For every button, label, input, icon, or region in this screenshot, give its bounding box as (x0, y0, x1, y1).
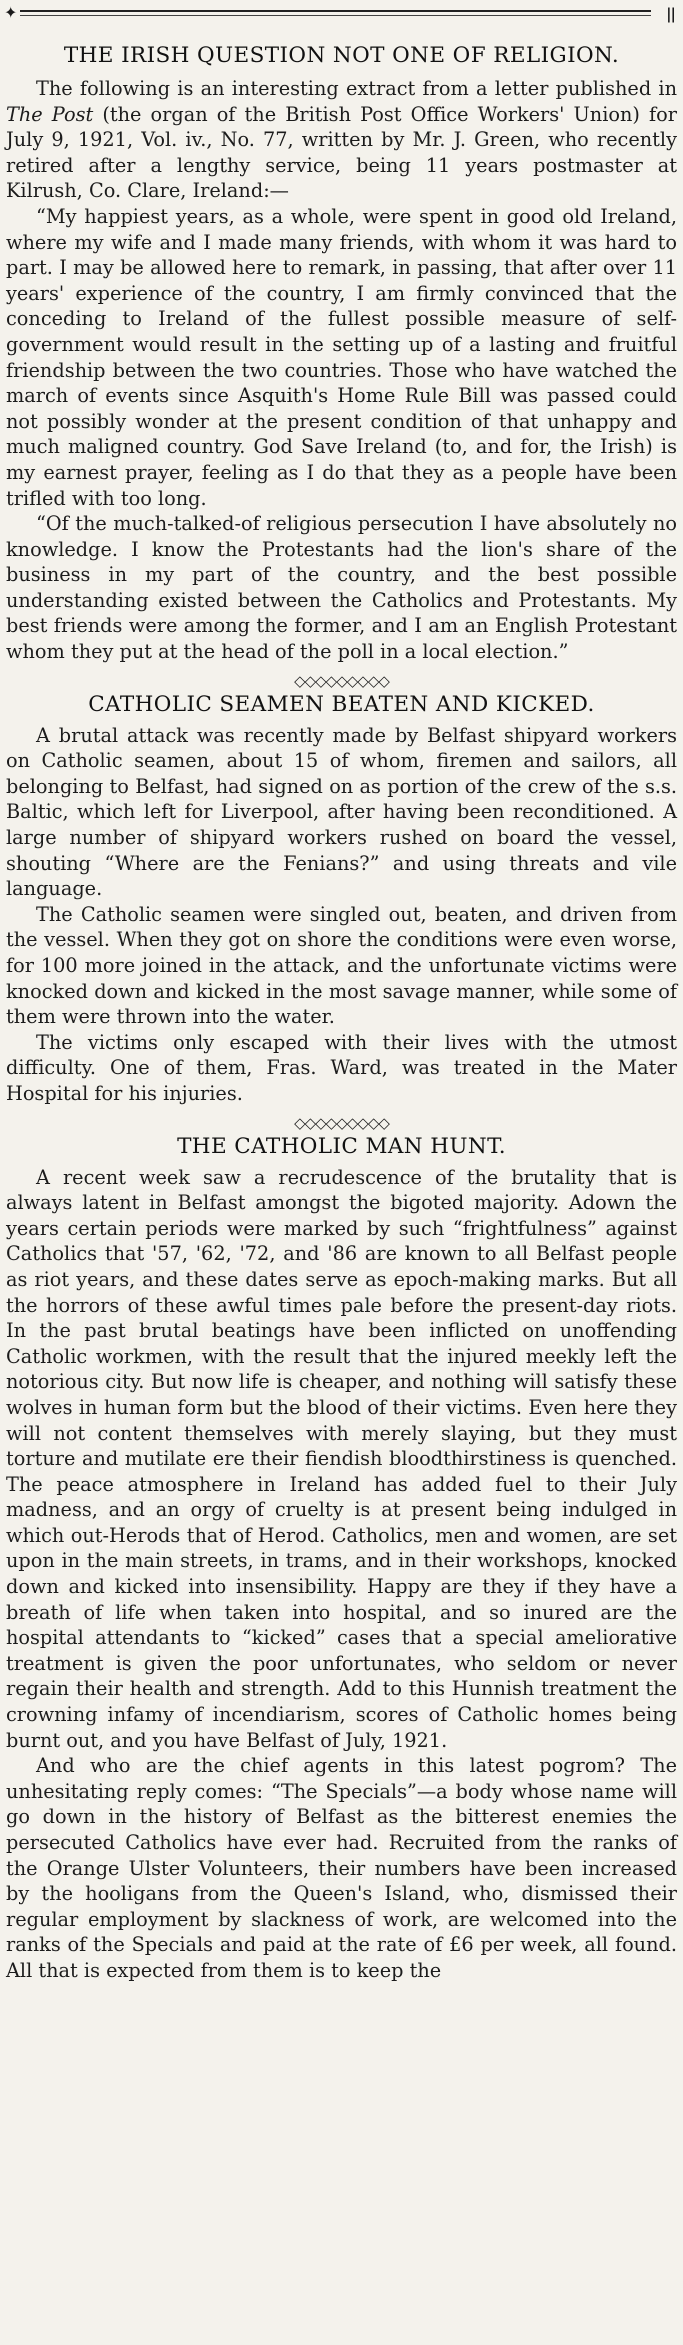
article-title: THE IRISH QUESTION NOT ONE OF RELIGION. (63, 43, 620, 68)
rule-line (20, 15, 651, 16)
article-irish-question (6, 42, 677, 665)
text-column (6, 42, 677, 1984)
intro-text: (the organ of the British Post Office Workers' Union) for July 9, 1921, Vol. iv., No. 77, written by Mr. J. Green, who recently retired after a lengthy service, being 11 years postmaster at Kilrush, Co. Clare, Ireland:— (6, 102, 677, 203)
rule-line (20, 10, 651, 12)
article-paragraph: “My happiest years, as a whole, were spent in good old Ireland, where my wife and I made many friends, with whom it was hard to part. I may be allowed here to remark, in passing, that after over 11 years' experience of the country, I am firmly convinced that the conceding to Ireland of the fullest possible measure of self-government would result in the setting up of a lasting and fruitful friendship between the two countries. Those who have watched the march of events since Asquith's Home Rule Bill was passed could not possibly wonder at the present condition of that unhappy and much maligned country. God Save Ireland (to, and for, the Irish) is my earnest prayer, feeling as I do that they as a people have been trifled with too long. (6, 204, 677, 510)
article-paragraph: A recent week saw a recrudescence of the brutality that is always latent in Belfast amongst the bigoted majority. Adown the years certain periods were marked by such “frightfulness” against Catholics that '57, '62, '72, and '86 are known to all Belfast people as riot years, and these dates serve as epoch-making marks. But all the horrors of these awful times pale before the present-day riots. In the past brutal beatings have been inflicted on unoffending Catholic workmen, with the result that the injured meekly left the notorious city. But now life is cheaper, and nothing will satisfy these wolves in human form but the blood of their victims. Even here they will not content themselves with merely slaying, but they must torture and mutilate ere their fiendish bloodthirstiness is quenched. The peace atmosphere in Ireland has added fuel to their July madness, and an orgy of cruelty is at present being indulged in which out-Herods that of Herod. Catholics, men and women, are set upon in the main streets, in trams, and in their workshops, knocked down and kicked into insensibility. Happy are they if they have a breath of life when taken into hospital, and so inured are the hospital attendants to “kicked” cases that a special ameliorative treatment is given the poor unfortunates, who seldom or never regain their health and strength. Add to this Hunnish treatment the crowning infamy of incendiarism, scores of Catholic homes being burnt out, and you have Belfast of July, 1921. (6, 1165, 677, 1752)
ornament-left-icon: ✦ (4, 3, 18, 22)
article-intro (6, 76, 677, 204)
article-title: THE CATHOLIC MAN HUNT. (177, 1133, 506, 1159)
intro-text: The following is an interesting extract from a letter published in (36, 77, 677, 100)
article-paragraph: The Catholic seamen were singled out, beaten, and driven from the vessel. When they got on shore the conditions were even worse, for 100 more joined in the attack, and the unfortunate victims were knocked down and kicked in the most savage manner, while some of them were thrown into the water. (6, 902, 677, 1029)
article-title: CATHOLIC SEAMEN BEATEN AND KICKED. (88, 691, 595, 717)
ornamental-divider: ◇◇◇◇◇◇◇◇◇ (294, 1113, 389, 1132)
article-paragraph: “Of the much-talked-of religious persecution I have absolutely no knowledge. I know the Protestants had the lion's share of the business in my part of the country, and the best possible understanding existed between the Catholics and Protestants. My best friends were among the former, and I am an English Protestant whom they put at the head of the poll in a local election.” (6, 512, 677, 664)
article-catholic-seamen (6, 691, 677, 1107)
top-ornamental-rule (4, 4, 679, 24)
ornament-right-icon: || (666, 5, 675, 23)
article-paragraph: The victims only escaped with their lives with the utmost difficulty. One of them, Fras. Ward, was treated in the Mater Hospital for his injuries. (6, 1030, 677, 1105)
ornamental-divider: ◇◇◇◇◇◇◇◇◇ (294, 671, 389, 690)
article-catholic-man-hunt (6, 1133, 677, 1984)
publication-name: The Post (6, 102, 94, 126)
article-paragraph: And who are the chief agents in this latest pogrom? The unhesitating reply comes: “The Specials”—a body whose name will go down in the history of Belfast as the bitterest enemies the persecuted Catholics have ever had. Recruited from the ranks of the Orange Ulster Volunteers, their numbers have been increased by the hooligans from the Queen's Island, who, dismissed their regular employment by slackness of work, are welcomed into the ranks of the Specials and paid at the rate of £6 per week, all found. All that is expected from them is to keep the (6, 1754, 677, 1982)
article-paragraph: A brutal attack was recently made by Belfast shipyard workers on Catholic seamen, about 15 of whom, firemen and sailors, all belonging to Belfast, had signed on as portion of the crew of the s.s. Baltic, which left for Liverpool, after having been reconditioned. A large number of shipyard workers rushed on board the vessel, shouting “Where are the Fenians?” and using threats and vile language. (6, 723, 677, 901)
